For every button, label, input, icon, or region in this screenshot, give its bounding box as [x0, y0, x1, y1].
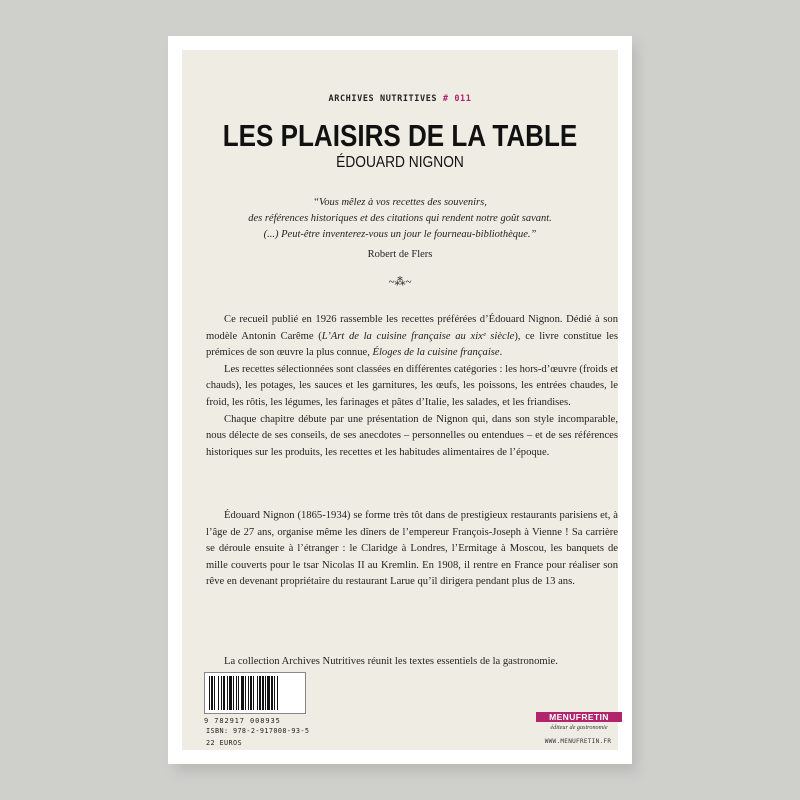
publisher-logo: MENUFRETIN: [536, 712, 622, 722]
quote-line: (...) Peut-être inventerez-vous un jour le fourneau-bibliothèque.”: [263, 229, 537, 240]
barcode: [204, 672, 306, 714]
quote-line: des références historiques et des citations qui rendent notre goût savant.: [248, 213, 552, 224]
publisher-tagline: éditeur de gastronomie: [550, 724, 608, 731]
book-title: LES PLAISIRS DE LA TABLE: [222, 118, 578, 153]
paragraph-text: .: [499, 347, 503, 359]
book-author: ÉDOUARD NIGNON: [336, 154, 464, 171]
book-back-cover: [168, 36, 632, 764]
paragraph: Les recettes sélectionnées sont classées en différentes catégories : les hors-d’œuvre (froids et chauds), les potages, les sauces et les garnitures, les œufs, les poissons, les entrées chaudes, le froid, les rôtis, les légumes, les farinages et pâtes d’Italie, les salades, et les friandises.: [206, 363, 618, 408]
description-block: [206, 312, 618, 461]
paragraph-text: Ce recueil publié en 1926 rassemble les recettes préférées d’Édouard Nignon. Dédié à son modèle Antonin Carême (: [206, 314, 618, 342]
paragraph: Chaque chapitre débute par une présentation de Nignon qui, dans son style incomparable, nous délecte de ses conseils, de ses anecdotes – personnelles ou entendues – et de ses références historiques sur les produits, les recettes et les habitudes alimentaires de l’époque.: [206, 413, 618, 458]
paragraph-text: ), ce livre constitue les prémices de son œuvre la plus connue,: [206, 330, 619, 359]
ornament-divider: ~⁂~: [388, 276, 412, 288]
book-reference: Éloges de la cuisine française: [372, 347, 500, 359]
barcode-bars: [205, 673, 305, 713]
paragraph: La collection Archives Nutritives réunit les textes essentiels de la gastronomie.: [224, 656, 558, 667]
quote-line: “Vous mêlez à vos recettes des souvenirs,: [313, 197, 487, 208]
price: 22 EUROS: [206, 739, 242, 747]
epigraph-quote: [182, 195, 618, 243]
paragraph: [206, 312, 618, 362]
biography-block: [206, 508, 618, 591]
isbn: ISBN: 978-2-917008-93-5: [206, 727, 310, 735]
book-reference: L’Art de la cuisine française au xixᵉ siècle: [321, 330, 515, 342]
publisher-website: WWW.MENUFRETIN.FR: [544, 738, 612, 745]
quote-attribution: Robert de Flers: [367, 249, 433, 260]
series-number: 011: [454, 94, 472, 104]
barcode-number: 9 782917 008935: [204, 717, 281, 725]
series-label: [182, 94, 618, 104]
collection-note: [206, 654, 618, 671]
cover-panel: [182, 50, 618, 750]
paragraph: Édouard Nignon (1865-1934) se forme très tôt dans de prestigieux restaurants parisiens et, à l’âge de 27 ans, organise même les dîners de l’empereur François-Joseph à Vienne ! Sa carrière se déroule ensuite à l’étranger : le Claridge à Londres, l’Ermitage à Moscou, les banquets de mille couverts pour le tsar Nicolas II au Kremlin. En 1908, il rentre en France pour réaliser son rêve en devenant propriétaire du restaurant Larue qu’il dirigera pendant plus de 13 ans.: [206, 510, 618, 588]
series-name: ARCHIVES NUTRITIVES: [328, 94, 438, 104]
series-hash: #: [442, 94, 449, 104]
